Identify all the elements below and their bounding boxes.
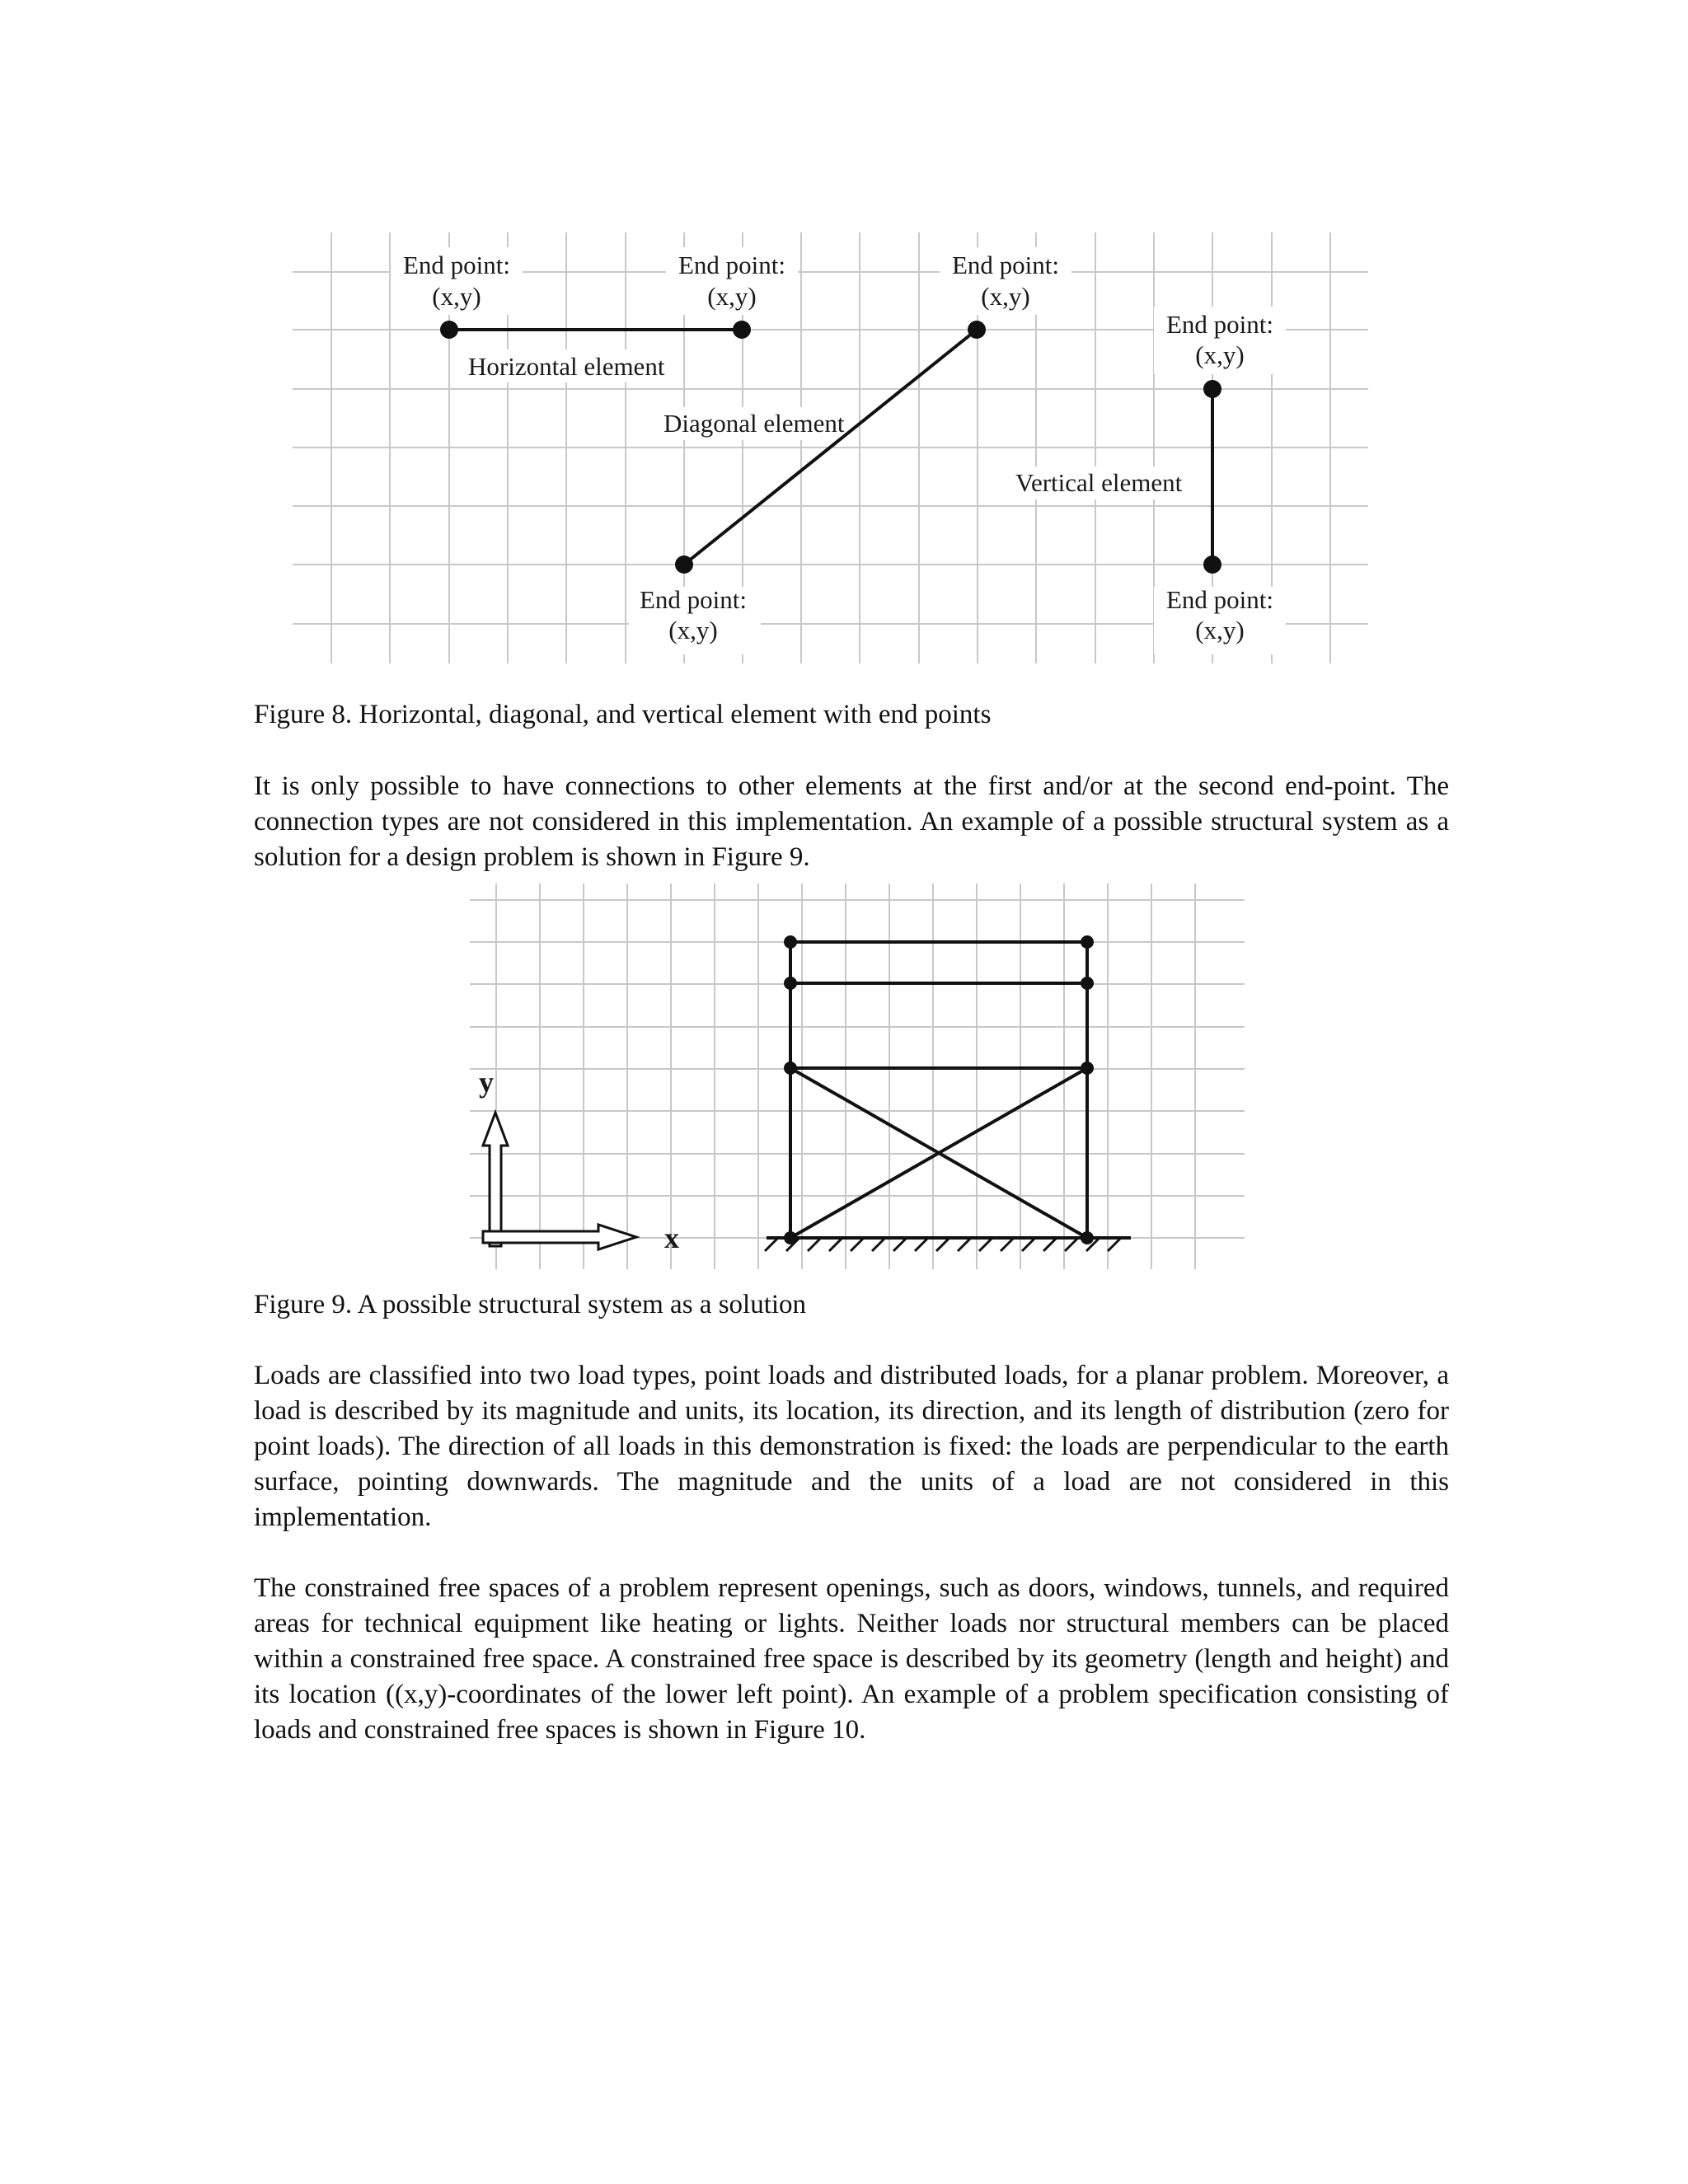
end-point-coord: (x,y) <box>1195 340 1245 369</box>
end-point-marker <box>968 321 986 339</box>
paragraph: The constrained free spaces of a problem represent openings, such as doors, windows, tunnels, and required areas for technical equipment like heating or lights. Neither loads nor structural members can be placed within a constrained free space. A constrained free space is described by its geometry (length and height) and its location ((x,y)-coordinates of the lower left point). An example of a problem specification consisting of loads and constrained free spaces is shown in Figure 10. <box>254 1573 1449 1745</box>
paragraph: Loads are classified into two load types, point loads and distributed loads, for a planar problem. Moreover, a load is described by its magnitude and units, its location, its direction, and its length of distribution (zero for point loads). The direction of all loads in this demonstration is fixed: the loads are perpendicular to the earth surface, pointing downwards. The magnitude and the units of a load are not considered in this implementation. <box>254 1361 1449 1532</box>
figure-9-diagram <box>0 874 1688 1277</box>
end-point-label: End point: <box>951 251 1060 279</box>
figure-8-diagram <box>0 0 1688 676</box>
end-point-coord: (x,y) <box>707 282 757 311</box>
joint-marker <box>784 977 797 990</box>
figure-8-caption: Figure 8. Horizontal, diagonal, and vertical element with end points <box>254 700 992 729</box>
x-axis-arrow <box>483 1225 636 1249</box>
y-axis-arrow <box>483 1113 508 1246</box>
end-point-marker <box>1203 555 1221 574</box>
ground-support <box>765 1238 1131 1251</box>
end-point-label: End point: <box>639 585 748 614</box>
y-axis-label: y <box>479 1066 494 1099</box>
end-point-marker <box>675 555 693 574</box>
end-point-marker <box>440 321 458 339</box>
joint-marker <box>1081 1062 1094 1075</box>
joint-marker <box>784 1062 797 1075</box>
coordinate-axes-icon <box>483 1113 636 1249</box>
joint-marker <box>784 935 797 949</box>
structural-frame <box>790 942 1087 1238</box>
joint-marker <box>1081 935 1094 949</box>
vertical-element-label: Vertical element <box>1015 468 1183 497</box>
end-point-label: End point: <box>1165 585 1274 614</box>
end-point-coord: (x,y) <box>1195 616 1245 644</box>
end-point-coord: (x,y) <box>668 616 718 644</box>
end-point-coord: (x,y) <box>981 282 1030 311</box>
end-point-label: End point: <box>1165 310 1274 339</box>
joint-marker <box>1081 977 1094 990</box>
end-point-marker <box>733 321 751 339</box>
paragraph: It is only possible to have connections to other elements at the first and/or at the second end-point. The connection types are not considered in this implementation. An example of a possible structural system as a solution for a design problem is shown in Figure 9. <box>254 771 1449 872</box>
joint-marker <box>784 1231 797 1244</box>
end-point-marker <box>1203 380 1221 398</box>
end-point-label: End point: <box>402 251 511 279</box>
horizontal-element-label: Horizontal element <box>468 352 665 381</box>
end-point-coord: (x,y) <box>432 282 481 311</box>
x-axis-label: x <box>664 1221 679 1254</box>
diagonal-element-label: Diagonal element <box>663 409 845 438</box>
figure-9-caption: Figure 9. A possible structural system as a solution <box>254 1290 807 1319</box>
joint-marker <box>1081 1231 1094 1244</box>
end-point-label: End point: <box>678 251 786 279</box>
